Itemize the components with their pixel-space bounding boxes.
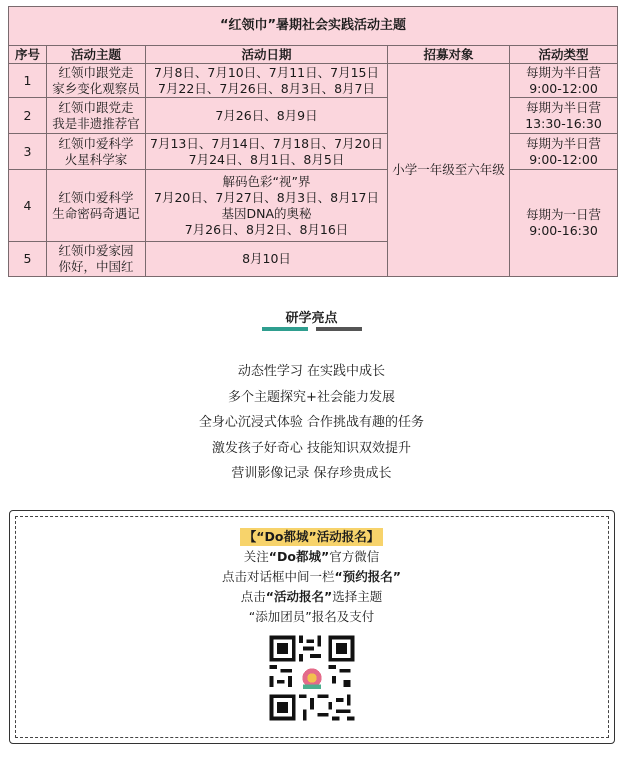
row-theme: 红领巾跟党走 我是非遗推荐官 bbox=[47, 98, 146, 134]
highlight-item: 多个主题探究+社会能力发展 bbox=[228, 389, 395, 405]
title-underline-teal bbox=[262, 327, 308, 331]
signup-badge: 【“Do都城”活动报名】 bbox=[240, 528, 383, 546]
row-theme: 红领巾爱科学 生命密码奇遇记 bbox=[47, 170, 146, 242]
row-type: 每期为半日营 9:00-12:00 bbox=[510, 134, 618, 170]
row-theme: 红领巾爱家园 你好，中国红 bbox=[47, 242, 146, 277]
activity-schedule-table bbox=[8, 6, 618, 277]
header-dates: 活动日期 bbox=[146, 46, 388, 64]
highlights-list bbox=[0, 359, 623, 487]
qr-code-icon[interactable] bbox=[266, 632, 358, 724]
row-type: 每期为半日营 9:00-12:00 bbox=[510, 64, 618, 98]
header-no: 序号 bbox=[9, 46, 47, 64]
header-theme: 活动主题 bbox=[47, 46, 146, 64]
row-no: 5 bbox=[9, 242, 47, 277]
table-title: “红领巾”暑期社会实践活动主题 bbox=[9, 7, 618, 46]
row-theme: 红领巾爱科学 火星科学家 bbox=[47, 134, 146, 170]
row-dates: 解码色彩“视”界 7月20日、7月27日、8月3日、8月17日 基因DNA的奥秘 7月26日、8月2日、8月16日 bbox=[146, 170, 388, 242]
highlight-item: 营训影像记录 保存珍贵成长 bbox=[231, 466, 392, 481]
signup-line-pay: “添加团员”报名及支付 bbox=[248, 609, 375, 624]
row-theme: 红领巾跟党走 家乡变化观察员 bbox=[47, 64, 146, 98]
signup-line-select: 点击“活动报名”选择主题 bbox=[240, 589, 383, 604]
header-type: 活动类型 bbox=[510, 46, 618, 64]
row-dates: 7月26日、8月9日 bbox=[146, 98, 388, 134]
row-no: 1 bbox=[9, 64, 47, 98]
row-no: 3 bbox=[9, 134, 47, 170]
row-dates: 7月13日、7月14日、7月18日、7月20日 7月24日、8月1日、8月5日 bbox=[146, 134, 388, 170]
header-target: 招募对象 bbox=[388, 46, 510, 64]
row-no: 2 bbox=[9, 98, 47, 134]
row-no: 4 bbox=[9, 170, 47, 242]
signup-line-follow: 关注“Do都城”官方微信 bbox=[243, 549, 380, 564]
recruit-target: 小学一年级至六年级 bbox=[388, 64, 510, 277]
highlight-item: 激发孩子好奇心 技能知识双效提升 bbox=[211, 440, 412, 456]
row-type: 每期为一日营 9:00-16:30 bbox=[510, 170, 618, 277]
highlight-item: 动态性学习 在实践中成长 bbox=[237, 364, 386, 379]
row-type: 每期为半日营 13:30-16:30 bbox=[510, 98, 618, 134]
title-underline-gray bbox=[316, 327, 362, 331]
signup-instructions bbox=[0, 527, 623, 627]
row-dates: 7月8日、7月10日、7月11日、7月15日 7月22日、7月26日、8月3日、8月7日 bbox=[146, 64, 388, 98]
highlight-item: 全身心沉浸式体验 合作挑战有趣的任务 bbox=[198, 415, 425, 430]
signup-line-reserve: 点击对话框中间一栏“预约报名” bbox=[222, 569, 401, 584]
row-dates: 8月10日 bbox=[146, 242, 388, 277]
highlights-title: 研学亮点 bbox=[285, 311, 338, 326]
